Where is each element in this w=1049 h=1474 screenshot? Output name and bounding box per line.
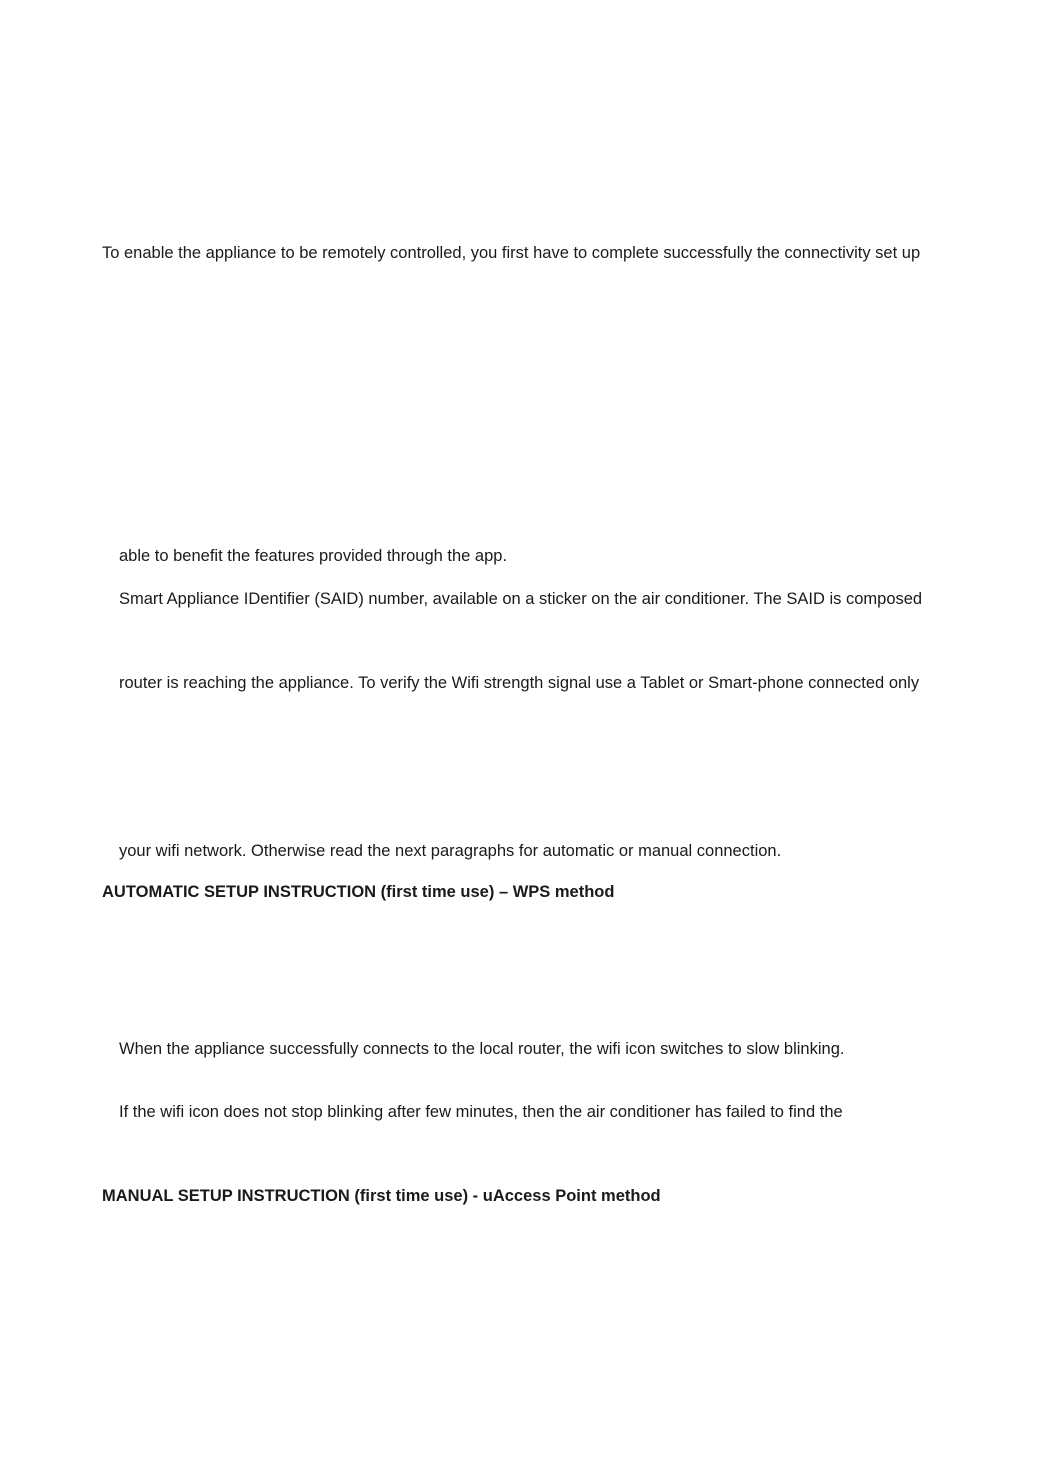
heading-automatic-setup: AUTOMATIC SETUP INSTRUCTION (first time use) – WPS method: [102, 883, 615, 901]
intro-text-line: To enable the appliance to be remotely controlled, you first have to complete successfully the connectivity set up: [102, 244, 921, 262]
body-text-line-router-signal: router is reaching the appliance. To verify the Wifi strength signal use a Tablet or Smart-phone connected only: [119, 674, 920, 692]
body-text-line-app-benefit: able to benefit the features provided through the app.: [119, 547, 508, 565]
body-text-line-slow-blinking: When the appliance successfully connects to the local router, the wifi icon switches to slow blinking.: [119, 1040, 845, 1058]
body-text-line-wifi-network: your wifi network. Otherwise read the next paragraphs for automatic or manual connection.: [119, 842, 782, 860]
body-text-line-failed-connection: If the wifi icon does not stop blinking after few minutes, then the air conditioner has failed to find the: [119, 1103, 843, 1121]
heading-manual-setup: MANUAL SETUP INSTRUCTION (first time use) - uAccess Point method: [102, 1187, 661, 1205]
body-text-line-said: Smart Appliance IDentifier (SAID) number, available on a sticker on the air conditioner. The SAID is composed: [119, 590, 923, 608]
